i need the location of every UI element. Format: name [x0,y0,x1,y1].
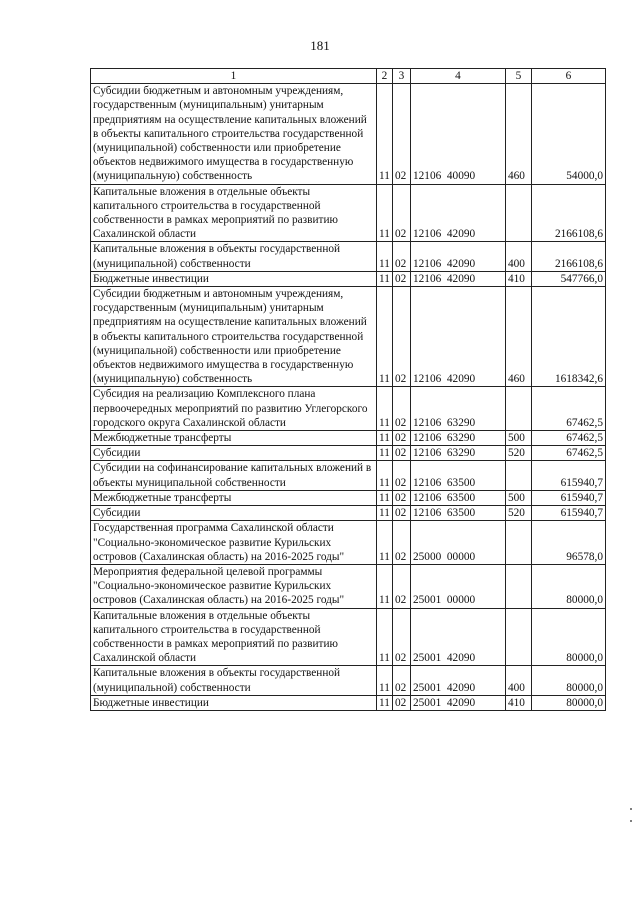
table-row [91,242,606,271]
row-subsection: 02 [393,666,411,695]
col-header-2: 2 [377,69,393,84]
row-amount: 80000,0 [532,695,606,710]
row-name: Межбюджетные трансферты [91,490,377,505]
col-header-5: 5 [506,69,532,84]
table-row [91,666,606,695]
row-section: 11 [377,521,393,565]
row-expense-type [506,521,532,565]
row-subsection: 02 [393,506,411,521]
table-row [91,387,606,431]
row-target-code: 12106 63290 [411,431,506,446]
row-subsection: 02 [393,521,411,565]
table-row [91,84,606,184]
row-subsection: 02 [393,446,411,461]
row-target-code: 25001 42090 [411,666,506,695]
row-subsection: 02 [393,695,411,710]
header-row [91,69,606,84]
table-row [91,431,606,446]
row-section: 11 [377,446,393,461]
row-subsection: 02 [393,242,411,271]
row-expense-type [506,387,532,431]
row-target-code: 12106 42090 [411,287,506,387]
col-header-3: 3 [393,69,411,84]
row-section: 11 [377,506,393,521]
row-amount: 2166108,6 [532,242,606,271]
row-expense-type: 400 [506,242,532,271]
row-name: Субсидии бюджетным и автономным учреждениям, государственным (муниципальным) унитарным предприятиям на осуществление капитальных вложений в объекты капитального строительства государственной (муниципальной) собственности или приобретение объектов недвижимого имущества в государственную (муниципальную) собственность [91,287,377,387]
row-section: 11 [377,242,393,271]
row-expense-type: 400 [506,666,532,695]
table-row [91,461,606,490]
row-name: Субсидии на софинансирование капитальных вложений в объекты муниципальной собственности [91,461,377,490]
row-amount: 615940,7 [532,490,606,505]
row-name: Капитальные вложения в объекты государственной (муниципальной) собственности [91,242,377,271]
row-amount: 67462,5 [532,387,606,431]
page-number: 181 [310,38,330,53]
row-target-code: 25001 42090 [411,695,506,710]
row-section: 11 [377,387,393,431]
row-expense-type: 500 [506,431,532,446]
row-expense-type: 520 [506,506,532,521]
row-target-code: 12106 42090 [411,242,506,271]
row-target-code: 12106 63500 [411,461,506,490]
table-row [91,184,606,242]
row-target-code: 25000 00000 [411,521,506,565]
row-expense-type [506,184,532,242]
row-subsection: 02 [393,387,411,431]
row-expense-type: 460 [506,84,532,184]
row-target-code: 12106 42090 [411,271,506,286]
row-amount: 67462,5 [532,431,606,446]
row-expense-type: 410 [506,271,532,286]
table-row [91,506,606,521]
row-amount: 54000,0 [532,84,606,184]
row-section: 11 [377,84,393,184]
row-subsection: 02 [393,271,411,286]
table-row [91,490,606,505]
row-name: Субсидии [91,506,377,521]
row-section: 11 [377,271,393,286]
row-expense-type [506,608,532,666]
row-section: 11 [377,608,393,666]
col-header-1: 1 [91,69,377,84]
table-row [91,695,606,710]
row-target-code: 12106 63500 [411,506,506,521]
row-name: Государственная программа Сахалинской области "Социально-экономическое развитие Курильских островов (Сахалинская область) на 2016-2025 годы" [91,521,377,565]
row-amount: 547766,0 [532,271,606,286]
row-expense-type: 520 [506,446,532,461]
row-name: Субсидии [91,446,377,461]
row-subsection: 02 [393,608,411,666]
row-expense-type: 500 [506,490,532,505]
row-name: Бюджетные инвестиции [91,271,377,286]
row-subsection: 02 [393,431,411,446]
row-section: 11 [377,666,393,695]
scan-speck [630,820,632,822]
col-header-6: 6 [532,69,606,84]
row-subsection: 02 [393,287,411,387]
row-amount: 615940,7 [532,461,606,490]
table-row [91,608,606,666]
row-name: Капитальные вложения в отдельные объекты капитального строительства в государственной собственности в рамках мероприятий по развитию Сахалинской области [91,184,377,242]
row-name: Межбюджетные трансферты [91,431,377,446]
row-section: 11 [377,695,393,710]
row-name: Субсидия на реализацию Комплексного плана первоочередных мероприятий по развитию Углегорского городского округа Сахалинской области [91,387,377,431]
row-expense-type: 410 [506,695,532,710]
row-target-code: 12106 40090 [411,84,506,184]
budget-table [90,68,606,711]
row-target-code: 12106 63500 [411,490,506,505]
row-amount: 615940,7 [532,506,606,521]
row-subsection: 02 [393,461,411,490]
row-expense-type [506,564,532,608]
row-target-code: 12106 63290 [411,446,506,461]
table-row [91,564,606,608]
row-amount: 2166108,6 [532,184,606,242]
row-section: 11 [377,184,393,242]
row-amount: 80000,0 [532,564,606,608]
table-row [91,446,606,461]
row-subsection: 02 [393,564,411,608]
row-target-code: 12106 63290 [411,387,506,431]
row-target-code: 25001 00000 [411,564,506,608]
row-amount: 96578,0 [532,521,606,565]
row-section: 11 [377,490,393,505]
row-expense-type: 460 [506,287,532,387]
row-subsection: 02 [393,490,411,505]
row-target-code: 25001 42090 [411,608,506,666]
row-name: Капитальные вложения в объекты государственной (муниципальной) собственности [91,666,377,695]
row-name: Мероприятия федеральной целевой программы "Социально-экономическое развитие Курильских островов (Сахалинская область) на 2016-2025 годы" [91,564,377,608]
row-name: Субсидии бюджетным и автономным учреждениям, государственным (муниципальным) унитарным предприятиям на осуществление капитальных вложений в объекты капитального строительства государственной (муниципальной) собственности или приобретение объектов недвижимого имущества в государственную (муниципальную) собственность [91,84,377,184]
table-row [91,521,606,565]
row-section: 11 [377,461,393,490]
row-section: 11 [377,564,393,608]
scan-speck [630,808,632,810]
row-expense-type [506,461,532,490]
table-row [91,271,606,286]
row-amount: 1618342,6 [532,287,606,387]
row-target-code: 12106 42090 [411,184,506,242]
row-amount: 80000,0 [532,608,606,666]
row-subsection: 02 [393,184,411,242]
row-amount: 80000,0 [532,666,606,695]
table-row [91,287,606,387]
row-subsection: 02 [393,84,411,184]
row-name: Бюджетные инвестиции [91,695,377,710]
row-section: 11 [377,287,393,387]
row-amount: 67462,5 [532,446,606,461]
row-section: 11 [377,431,393,446]
row-name: Капитальные вложения в отдельные объекты капитального строительства в государственной собственности в рамках мероприятий по развитию Сахалинской области [91,608,377,666]
col-header-4: 4 [411,69,506,84]
